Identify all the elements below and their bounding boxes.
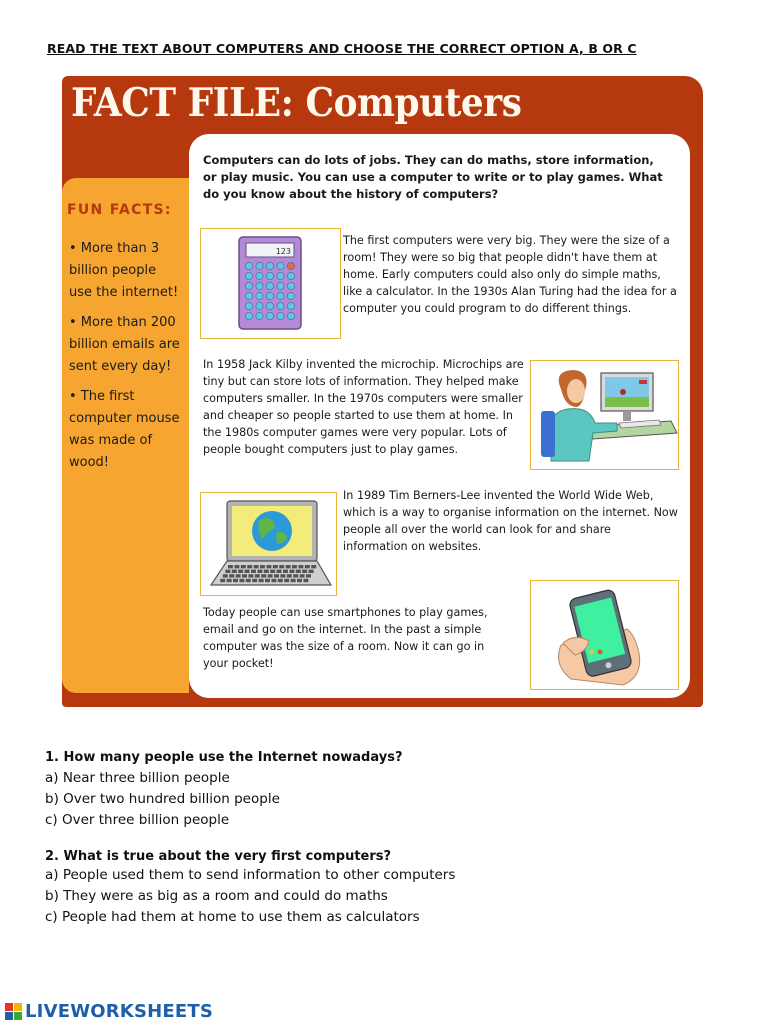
question-1-option-b[interactable]: b) Over two hundred billion people [45, 791, 280, 807]
question-1 [45, 748, 735, 831]
content-panel [189, 134, 690, 698]
fact-file-title: FACT FILE: Computers [71, 80, 522, 126]
fun-facts-panel [62, 178, 189, 693]
question-2-option-b[interactable]: b) They were as big as a room and could do maths [45, 888, 388, 904]
girl-computer-illustration [530, 360, 679, 470]
question-2-option-c[interactable]: c) People had them at home to use them as calculators [45, 909, 420, 925]
paragraph-world-wide-web: In 1989 Tim Berners-Lee invented the World Wide Web, which is a way to organise information on the internet. Now people all over the world can look for and share information on websites. [343, 489, 678, 553]
liveworksheets-logo[interactable] [4, 999, 213, 1023]
fun-fact-item: • The first computer mouse was made of wood! [69, 389, 180, 470]
fun-fact-item: • More than 200 billion emails are sent every day! [69, 315, 180, 374]
fun-fact-item: • More than 3 billion people use the internet! [69, 241, 179, 300]
logo-text: LIVEWORKSHEETS [25, 1000, 214, 1022]
paragraph-microchip: In 1958 Jack Kilby invented the microchip. Microchips are tiny but can store lots of information. They helped make computers smaller. In the 1970s computers were smaller and cheaper so people started to use them at home. In the 1980s computer games were very popular. Lots of people bought computers just to play games. [203, 358, 524, 456]
calculator-display-text: 123 [275, 247, 291, 256]
instruction-heading: READ THE TEXT ABOUT COMPUTERS AND CHOOSE THE CORRECT OPTION A, B OR C [47, 41, 637, 56]
liveworksheets-logo-icon [4, 1002, 23, 1021]
questions-section [45, 748, 735, 928]
question-1-option-c[interactable]: c) Over three billion people [45, 812, 230, 828]
laptop-illustration [200, 492, 337, 596]
question-1-title: 1. How many people use the Internet nowadays? [45, 750, 403, 765]
question-2-option-a[interactable]: a) People used them to send information to other computers [45, 867, 456, 883]
question-2-title: 2. What is true about the very first computers? [45, 849, 392, 864]
question-2 [45, 848, 735, 928]
calculator-illustration [200, 228, 341, 339]
fun-facts-heading: FUN FACTS: [67, 202, 172, 218]
fact-file-panel [62, 76, 703, 707]
intro-text: Computers can do lots of jobs. They can do maths, store information, or play music. You can use a computer to write or to play games. What do you know about the history of computers? [203, 153, 663, 201]
paragraph-smartphones: Today people can use smartphones to play games, email and go on the internet. In the past a simple computer was the size of a room. Now it can go in your pocket! [203, 606, 488, 670]
paragraph-first-computers: The first computers were very big. They were the size of a room! They were so big that people didn't have them at home. Early computers could also only do simple maths, like a calculator. In the 1930s Alan Turing had the idea for a computer you could program to do different things. [343, 234, 677, 315]
fun-facts-list [69, 238, 182, 482]
smartphone-hand-illustration [530, 580, 679, 690]
question-1-option-a[interactable]: a) Near three billion people [45, 770, 230, 786]
